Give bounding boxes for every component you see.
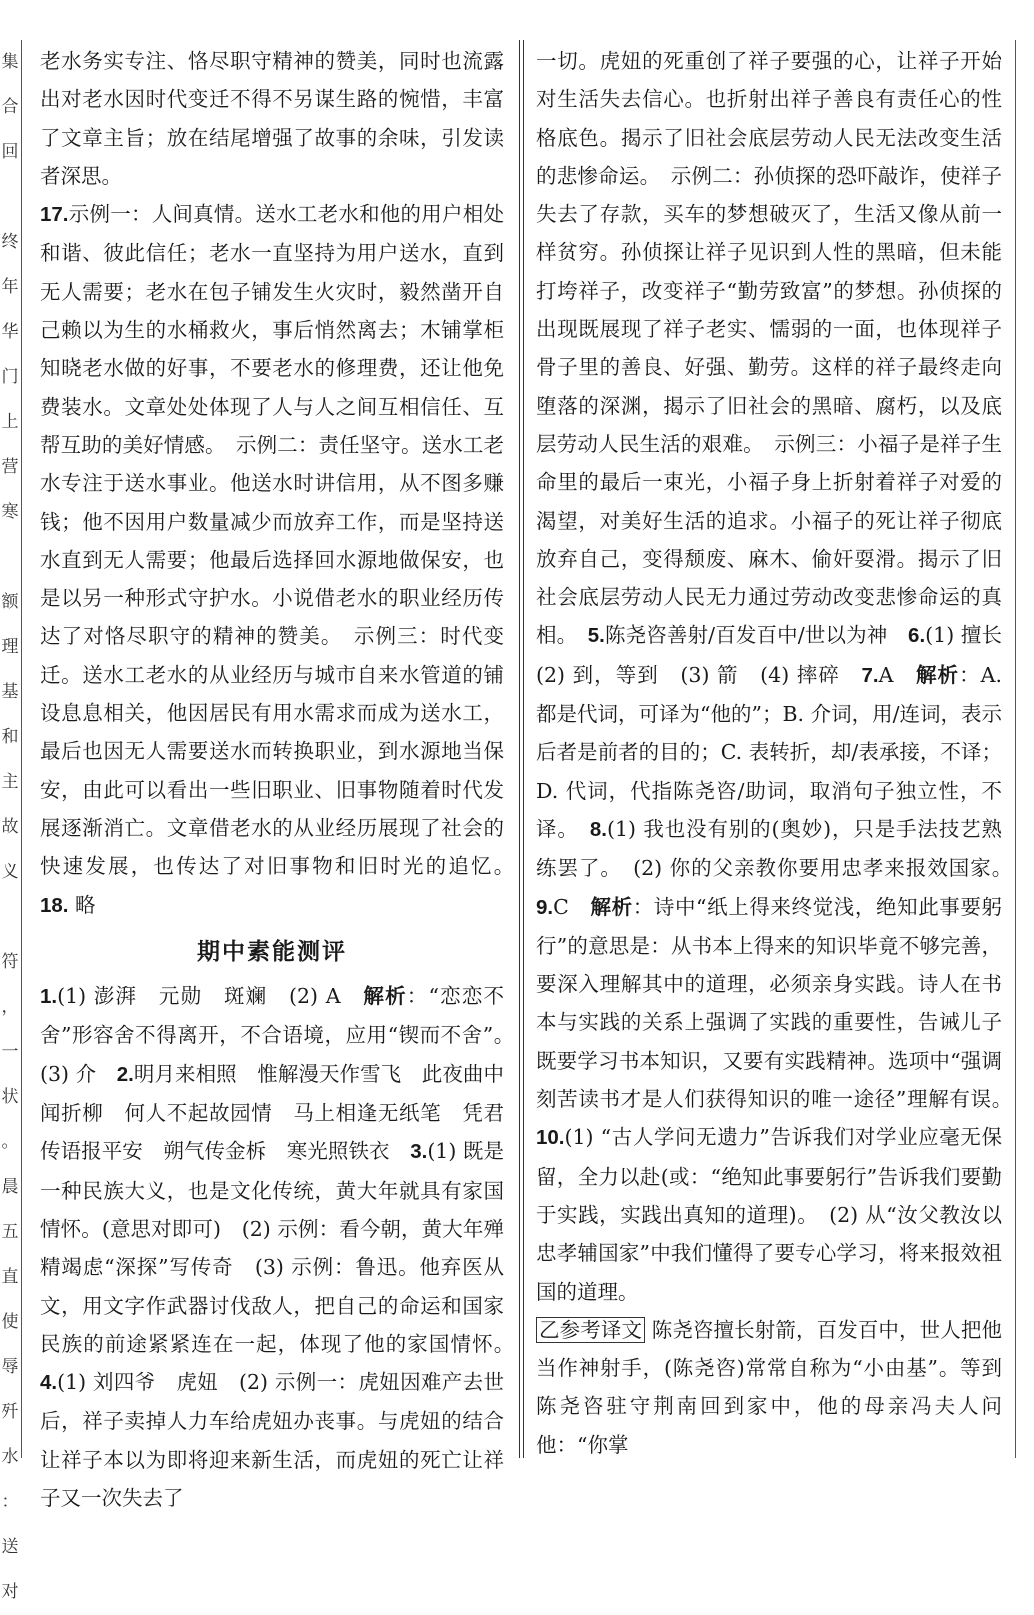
- answer-text: ：A. 都是代词，可译为“他的”；B. 介词，用/连词，表示后者是前者的目的；C. 表转折，却/表承接，不译；D. 代词，代指陈尧咨/助词，取消句子独立性，不译。: [536, 662, 1003, 841]
- edge-char: [1022, 454, 1034, 500]
- edge-char: 符: [1, 952, 19, 972]
- edge-char: 上: [1, 412, 19, 432]
- question-number: 8.: [589, 817, 607, 841]
- edge-char: [1022, 1420, 1034, 1450]
- edge-char: 晨: [1, 1177, 19, 1197]
- question-number: 6.: [908, 624, 926, 648]
- edge-char: 门: [1, 367, 19, 387]
- edge-char: 主: [1, 772, 19, 792]
- right-column: [536, 42, 1023, 1464]
- answer-text: 示例一：人间真情。送水工老水和他的用户相处和谐、彼此信任；老水一直坚持为用户送水，直到无人需要；老水在包子铺发生火灾时，毅然凿开自己赖以为生的水桶救火，事后悄然离去；木铺掌柜知晓老水做的好事，不要老水的修理费，还让他免费装水。文章处处体现了人与人之间互相信任、互帮互助的美好情感。 示例二：责任坚守。送水工老水专注于送水事业。他送水时讲信用，从不图多赚钱；他不因用户数量减少而放弃工作，而是坚持送水直到无人需要；他最后选择回水源地做保安，也是以另一种形式守护水。小说借老水的职业经历传达了对恪尽职守的精神的赞美。 示例三：时代变迁。送水工老水的从业经历与城市自来水管道的铺设息息相关，他因居民有用水需求而成为送水工，最后也因无人需要送水而转换职业，到水源地当保安，由此可以看出一些旧职业、旧事物随着时代发展逐渐消亡。文章借老水的从业经历展现了社会的快速发展，也传达了对旧事物和旧时光的追忆。: [40, 202, 504, 879]
- edge-char: 理: [1, 637, 19, 657]
- question-number: 7.: [861, 663, 879, 687]
- edge-char: 年: [1, 277, 19, 297]
- question-number: 9.: [536, 895, 554, 919]
- edge-char: [1022, 638, 1034, 684]
- left-rule: [21, 40, 22, 1458]
- edge-char: [1022, 86, 1034, 132]
- edge-char: 回: [1, 142, 19, 162]
- right-edge-text: [1022, 40, 1034, 1450]
- edge-char: [1022, 40, 1034, 86]
- translation-text: 陈尧咨擅长射箭，百发百中，世人把他当作神射手，(陈尧咨)常常自称为“小由基”。等到陈尧咨驻守荆南回到家中，他的母亲冯夫人问他：“你掌: [536, 1317, 1002, 1457]
- edge-char: 营: [1, 457, 19, 477]
- answer-text: C: [553, 894, 591, 919]
- question-number: 2.: [116, 1062, 134, 1086]
- edge-char: 义: [1, 862, 19, 882]
- edge-char: [1022, 178, 1034, 224]
- answer-text: (1) 澎湃 元勋 斑斓 (2) A: [57, 984, 364, 1009]
- edge-char: [1022, 1052, 1034, 1098]
- edge-char: [1022, 1190, 1034, 1236]
- edge-char: [1022, 914, 1034, 960]
- edge-char: [1022, 592, 1034, 638]
- answer-text: (1) 我也没有别的(奥妙)，只是手法技艺熟练罢了。 (2) 你的父亲教你要用忠孝来报效国家。: [536, 816, 1023, 881]
- left-edge-text: [0, 40, 20, 1602]
- edge-char: ，: [1, 997, 19, 1017]
- edge-char: 华: [1, 322, 19, 342]
- question-number: 3.: [410, 1140, 428, 1164]
- answer-text: (1) 擅长 (2) 到，等到 (3) 箭 (4) 摔碎: [536, 623, 1023, 687]
- edge-char: 一: [1, 1042, 19, 1062]
- answer-text: 明月来相照 惟解漫天作雪飞 此夜曲中闻折柳 何人不起故园情 马上相逢无纸笔 凭君传语报平安 朔气传金柝 寒光照铁衣: [40, 1061, 504, 1164]
- edge-char: 使: [1, 1312, 19, 1332]
- middle-rule-2: [523, 40, 524, 1458]
- edge-char: [1022, 1374, 1034, 1420]
- answer-text: (1) 刘四爷 虎妞 (2) 示例一：虎妞因难产去世后，祥子卖掉人力车给虎妞办丧事。与虎妞的结合让祥子本以为即将迎来新生活，而虎妞的死亡让祥子又一次失去了: [40, 1370, 504, 1510]
- translation-label: 乙参考译文: [536, 1317, 645, 1343]
- edge-char: 寒: [1, 502, 19, 522]
- edge-char: 五: [1, 1222, 19, 1242]
- question-number: 4.: [40, 1371, 58, 1395]
- answer-text: 略: [75, 892, 96, 917]
- edge-char: [1022, 1098, 1034, 1144]
- answer-text: ：诗中“纸上得来终觉浅，绝知此事要躬行”的意思是：从书本上得来的知识毕竟不够完善，要深入理解其中的道理，必须亲身实践。诗人在书本与实践的关系上强调了实践的重要性，告诫儿子既要学习书本知识，又要有实践精神。选项中“强调刻苦读书才是人们获得知识的唯一途径”理解有误。: [536, 894, 1023, 1112]
- answer-4-continued: [536, 42, 1023, 1311]
- edge-char: 和: [1, 727, 19, 747]
- edge-char: [1022, 1144, 1034, 1190]
- edge-char: [1022, 132, 1034, 178]
- question-number: 1.: [40, 985, 58, 1009]
- edge-char: 送: [1, 1537, 19, 1557]
- edge-char: [0, 175, 20, 220]
- edge-char: [1022, 1006, 1034, 1052]
- edge-char: 直: [1, 1267, 19, 1287]
- middle-rule: [519, 40, 520, 1458]
- edge-char: 状: [1, 1087, 19, 1107]
- edge-char: [1022, 316, 1034, 362]
- answer-text: (1) “古人学问无遗力”告诉我们对学业应毫无保留，全力以赴(或：“绝知此事要躬行”告诉我们要勤于实践，实践出真知的道理)。 (2) 从“汝父教汝以忠孝辅国家”中我们懂得了要专心学习，将来报效祖国的道理。: [536, 1125, 1002, 1304]
- edge-char: [1022, 822, 1034, 868]
- question-number: 5.: [587, 624, 605, 648]
- edge-char: [1022, 546, 1034, 592]
- edge-char: 水: [1, 1447, 19, 1467]
- edge-char: 集: [1, 52, 19, 72]
- analysis-tag: 解析: [363, 984, 407, 1009]
- edge-char: [0, 535, 20, 580]
- edge-char: [1022, 1282, 1034, 1328]
- analysis-tag: 解析: [916, 662, 960, 687]
- answer-text: A: [878, 662, 916, 687]
- edge-char: 终: [1, 232, 19, 252]
- edge-char: [1022, 776, 1034, 822]
- edge-char: 故: [1, 817, 19, 837]
- edge-char: 歼: [1, 1402, 19, 1422]
- answer-text: (1) 既是一种民族大义，也是文化传统，黄大年就具有家国情怀。(意思对即可) (2) 示例：看今朝，黄大年殚精竭虑“深探”写传奇 (3) 示例：鲁迅。他弃医从文，用文字作武器讨伐敌人，把自己的命运和国家民族的前途紧紧连在一起，体现了他的家国情怀。: [40, 1139, 525, 1356]
- edge-char: 合: [1, 97, 19, 117]
- edge-char: [1022, 1236, 1034, 1282]
- left-column: [40, 42, 525, 1517]
- edge-char: [1022, 1328, 1034, 1374]
- edge-char: [1022, 362, 1034, 408]
- edge-char: 。: [1, 1132, 19, 1152]
- paragraph-16-end: 老水务实专注、恪尽职守精神的赞美，同时也流露出对老水因时代变迁不得不另谋生路的惋惜，丰富了文章主旨；放在结尾增强了故事的余味，引发读者深思。: [40, 49, 504, 188]
- edge-char: [1022, 270, 1034, 316]
- question-number: 10.: [536, 1126, 565, 1150]
- answer-text: ：“恋恋不舍”形容舍不得离开，不合语境，应用“锲而不舍”。 (3) 介: [40, 984, 525, 1086]
- edge-char: 辱: [1, 1357, 19, 1377]
- analysis-tag: 解析: [590, 894, 633, 919]
- edge-char: [1022, 730, 1034, 776]
- answer-text: 一切。虎妞的死重创了祥子要强的心，让祥子开始对生活失去信心。也折射出祥子善良有责任心的性格底色。揭示了旧社会底层劳动人民无法改变生活的悲惨命运。 示例二：孙侦探的恐吓敲诈，使祥子失去了存款，买车的梦想破灭了，生活又像从前一样贫穷。孙侦探让祥子见识到人性的黑暗，但未能打垮祥子，改变祥子“勤劳致富”的梦想。孙侦探的出现既展现了祥子老实、懦弱的一面，也体现祥子骨子里的善良、好强、勤劳。这样的祥子最终走向堕落的深渊，揭示了旧社会的黑暗、腐朽，以及底层劳动人民生活的艰难。 示例三：小福子是祥子生命里的最后一束光，小福子身上折射着祥子对爱的渴望，对美好生活的追求。小福子的死让祥子彻底放弃自己，变得颓废、麻木、偷奸耍滑。揭示了旧社会底层劳动人民无力通过劳动改变悲惨命运的真相。: [536, 49, 1002, 648]
- edge-char: [1022, 868, 1034, 914]
- edge-char: [1022, 408, 1034, 454]
- edge-char: [1022, 960, 1034, 1006]
- question-number: 17.: [40, 203, 69, 227]
- edge-char: 对: [1, 1582, 19, 1602]
- answer-text: 陈尧咨善射/百发百中/世以为神: [604, 623, 909, 648]
- answer-17: [40, 195, 504, 925]
- question-number: 18.: [40, 893, 69, 917]
- translation: [536, 1311, 1002, 1464]
- edge-char: 额: [1, 592, 19, 612]
- edge-char: [1022, 224, 1034, 270]
- edge-char: 基: [1, 682, 19, 702]
- edge-char: [1022, 500, 1034, 546]
- edge-char: ：: [1, 1492, 19, 1512]
- right-rule: [1015, 40, 1016, 1458]
- edge-char: [1022, 684, 1034, 730]
- section-title: 期中素能测评: [197, 937, 347, 965]
- answer-1: [40, 977, 525, 1517]
- edge-char: [0, 895, 20, 940]
